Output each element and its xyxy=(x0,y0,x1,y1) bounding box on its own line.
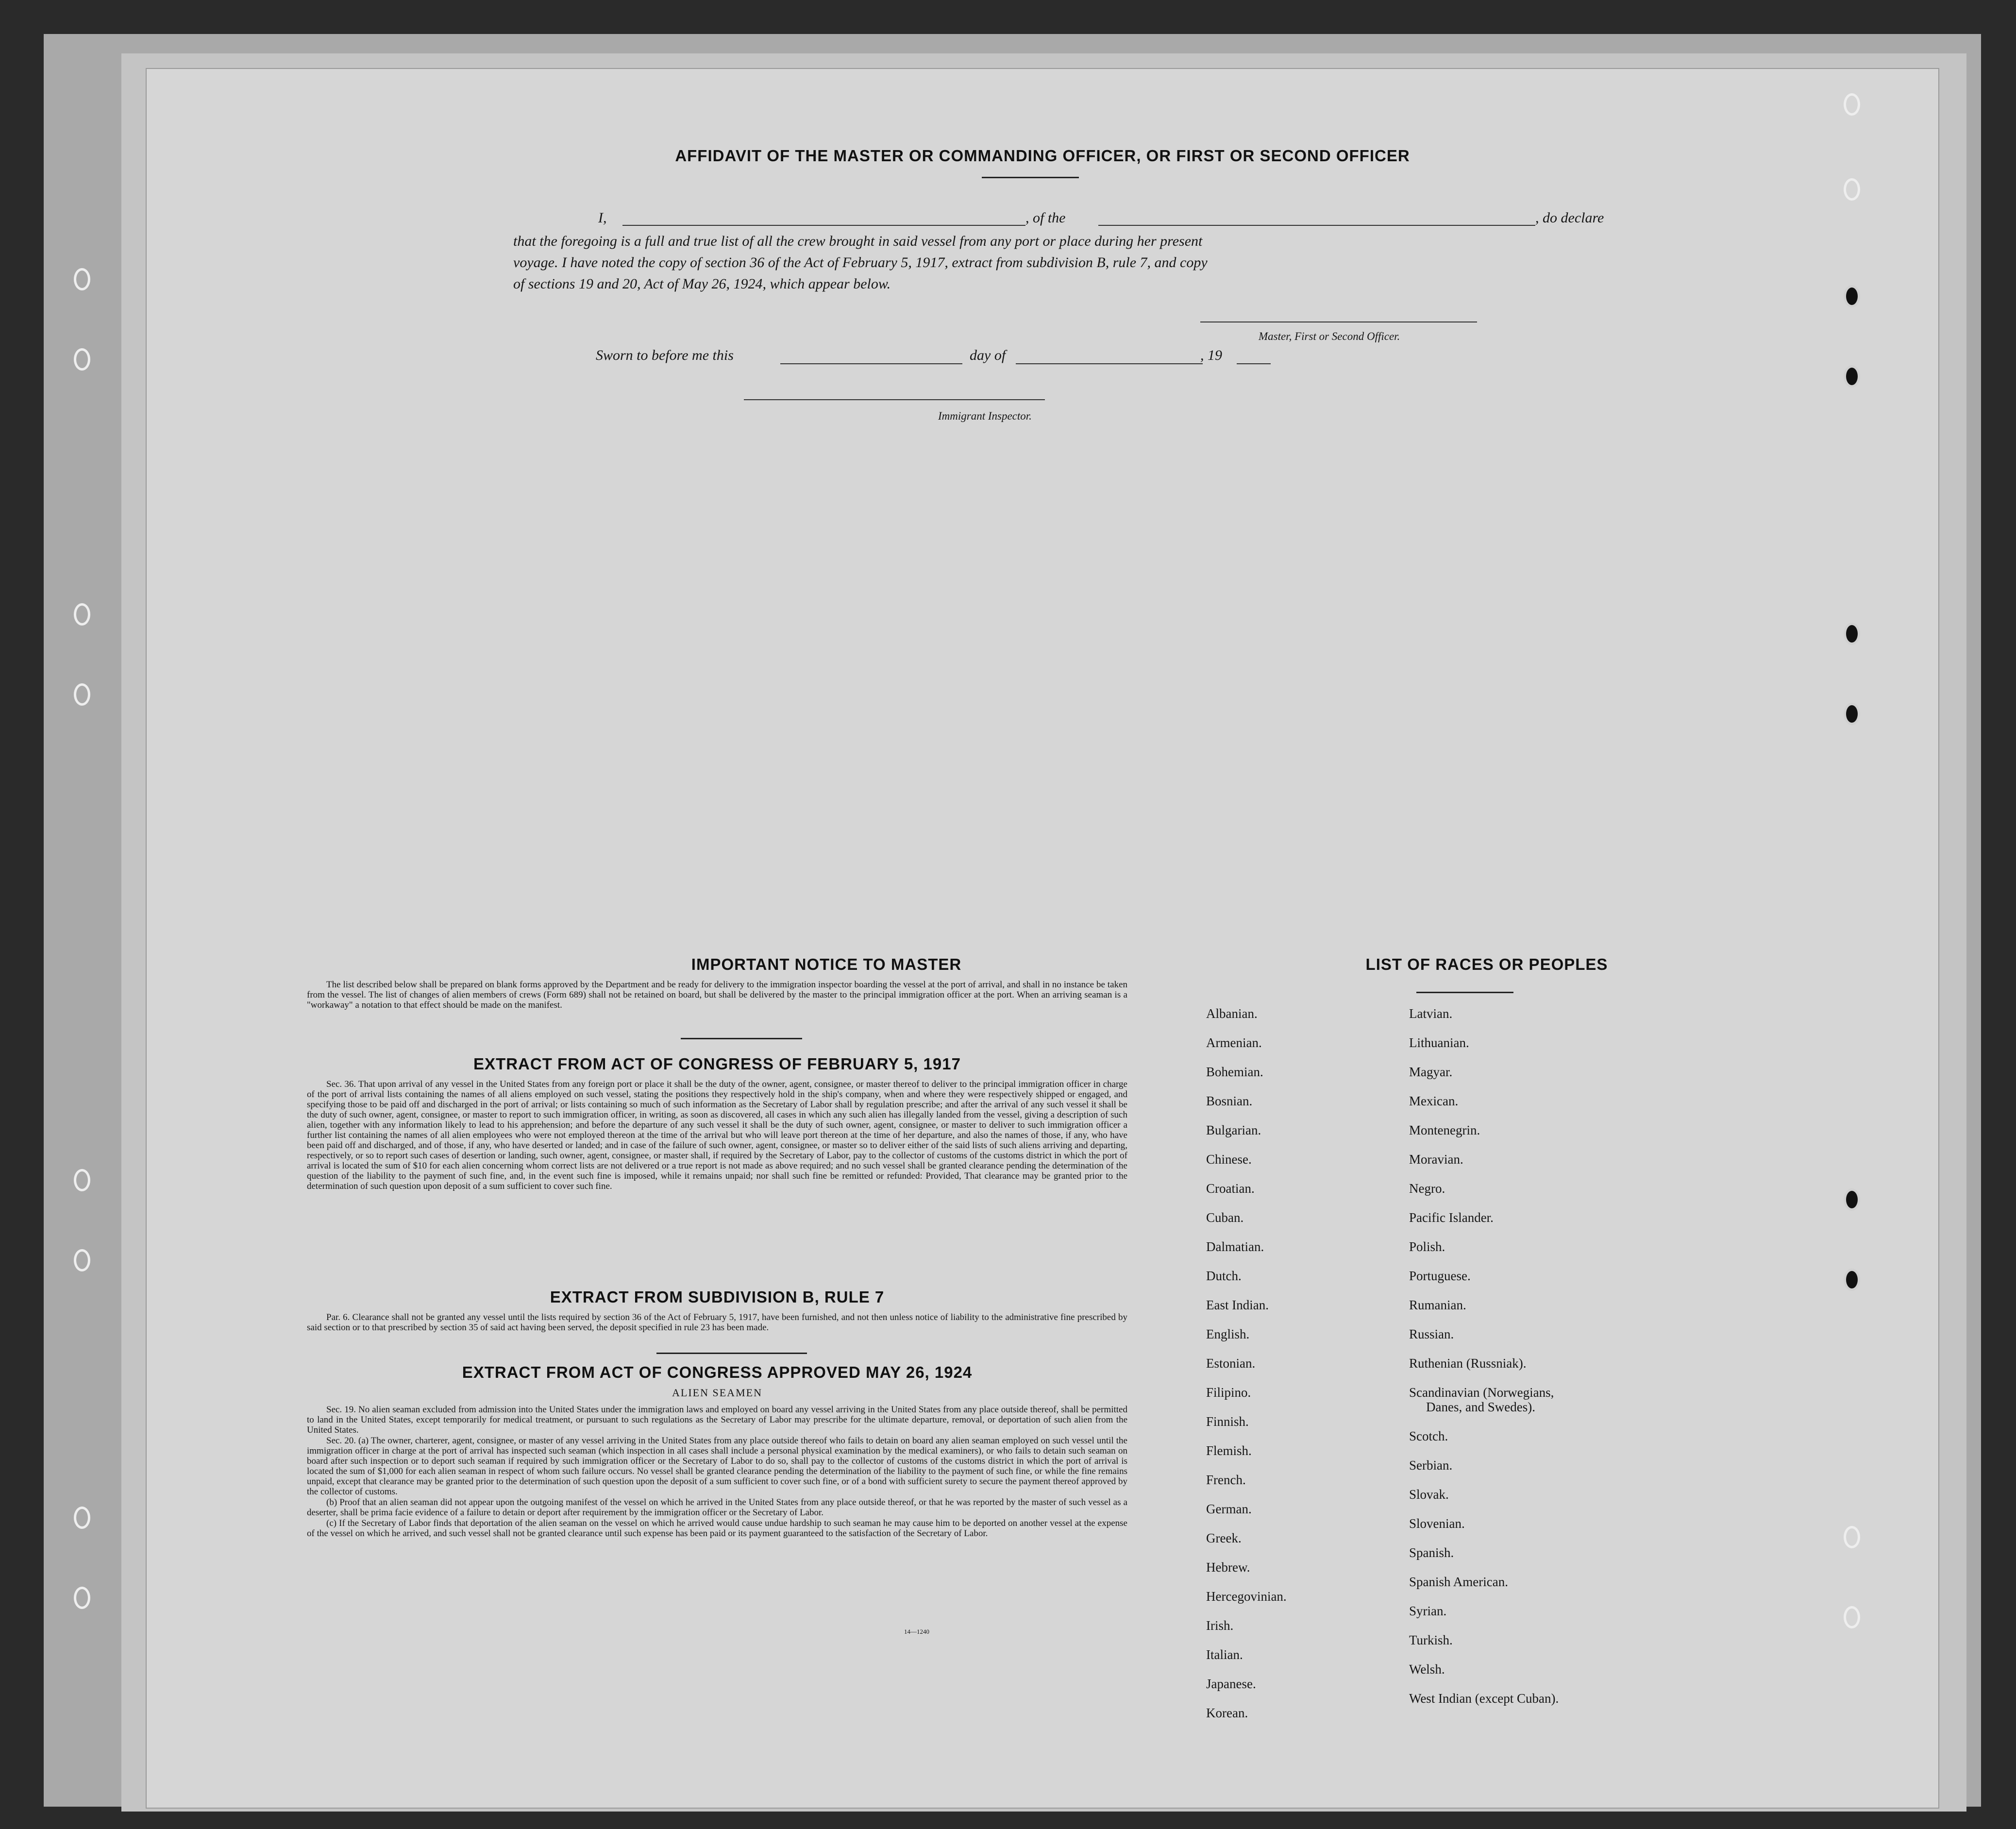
label-i: I, xyxy=(598,210,607,226)
race-item: Negro. xyxy=(1409,1181,1445,1196)
race-item: Polish. xyxy=(1409,1239,1445,1254)
punch-hole xyxy=(1844,623,1860,645)
race-item: Spanish American. xyxy=(1409,1575,1508,1589)
races-title-rule xyxy=(1416,992,1513,993)
affidavit-line1 xyxy=(598,207,1657,229)
label-sworn: Sworn to before me this xyxy=(596,347,734,363)
section-20c-paragraph: (c) If the Secretary of Labor finds that deportation of the alien seaman on the vessel on which he arrived would cause undue hardship to such seaman he may cause him to be deported on another vessel at the expense of the vessel on which he arrived, and such vessel shall not be granted clearance until such expense has been paid or its payment guaranteed to the satisfaction of the Secretary of Labor. xyxy=(307,1518,1127,1539)
races-title: LIST OF RACES OR PEOPLES xyxy=(1365,955,1608,973)
race-item: Croatian. xyxy=(1206,1181,1255,1196)
affidavit-line4: of sections 19 and 20, Act of May 26, 1924, which appear below. xyxy=(513,276,891,292)
race-item: Bosnian. xyxy=(1206,1094,1253,1108)
race-item: Greek. xyxy=(1206,1531,1242,1545)
race-item: Latvian. xyxy=(1409,1006,1453,1021)
race-item: Turkish. xyxy=(1409,1633,1453,1647)
form-number: 14—1240 xyxy=(904,1628,929,1635)
punch-hole xyxy=(1844,285,1860,307)
sworn-month-field[interactable] xyxy=(1016,350,1203,364)
punch-hole xyxy=(1844,703,1860,725)
race-item: Flemish. xyxy=(1206,1443,1252,1458)
rule-7-title: EXTRACT FROM SUBDIVISION B, RULE 7 xyxy=(550,1288,885,1306)
race-item: Serbian. xyxy=(1409,1458,1453,1473)
inspector-signature-label: Immigrant Inspector. xyxy=(938,410,1032,422)
punch-hole xyxy=(74,1249,90,1271)
race-item: Cuban. xyxy=(1206,1210,1244,1225)
punch-hole xyxy=(74,1587,90,1609)
race-item: Bohemian. xyxy=(1206,1065,1263,1079)
punch-hole xyxy=(1844,93,1860,116)
extract-1917-text xyxy=(307,1079,1127,1192)
race-item: Albanian. xyxy=(1206,1006,1258,1021)
race-item: Bulgarian. xyxy=(1206,1123,1261,1137)
race-item: Magyar. xyxy=(1409,1065,1453,1079)
name-field[interactable] xyxy=(622,211,1025,226)
race-item: French. xyxy=(1206,1473,1246,1487)
section-20b-paragraph: (b) Proof that an alien seaman did not appear upon the outgoing manifest of the vessel on which he arrived in the United States from any place outside thereof, or that he was reported by the master of such vessel as a deserter, shall be prima facie evidence of a failure to detain or deport after requirement by the immigration officer or the Secretary of Labor. xyxy=(307,1497,1127,1518)
race-item: Russian. xyxy=(1409,1327,1454,1341)
race-item: Spanish. xyxy=(1409,1545,1454,1560)
race-item: Scandinavian (Norwegians, xyxy=(1409,1385,1554,1400)
rule-7-text xyxy=(307,1312,1127,1333)
section-rule xyxy=(681,1038,802,1039)
title-rule xyxy=(982,177,1079,178)
punch-hole xyxy=(1844,1526,1860,1548)
sworn-year-field[interactable] xyxy=(1237,350,1271,364)
rule-7-paragraph: Par. 6. Clearance shall not be granted any vessel until the lists required by section 36 of the Act of February 5, 1917, have been furnished, and not then unless notice of liability to the administrative fine prescribed by said section or to that prescribed by section 35 of said act having been served, the deposit specified in rule 23 has been made. xyxy=(307,1312,1127,1333)
affidavit-title: AFFIDAVIT OF THE MASTER OR COMMANDING OFFICER, OR FIRST OR SECOND OFFICER xyxy=(675,147,1410,165)
label-of-the: , of the xyxy=(1025,210,1066,226)
affidavit-line3: voyage. I have noted the copy of section 36 of the Act of February 5, 1917, extract from subdivision B, rule 7, and copy xyxy=(513,254,1208,271)
race-item: English. xyxy=(1206,1327,1250,1341)
race-item: Scotch. xyxy=(1409,1429,1448,1443)
race-item: Moravian. xyxy=(1409,1152,1463,1167)
master-signature-label: Master, First or Second Officer. xyxy=(1259,330,1400,342)
notice-title: IMPORTANT NOTICE TO MASTER xyxy=(691,955,962,973)
race-item: Chinese. xyxy=(1206,1152,1252,1167)
section-rule xyxy=(656,1353,807,1354)
race-item: Dalmatian. xyxy=(1206,1239,1264,1254)
punch-hole xyxy=(74,348,90,371)
race-item: East Indian. xyxy=(1206,1298,1269,1312)
sworn-day-field[interactable] xyxy=(780,350,962,364)
punch-hole xyxy=(74,603,90,626)
punch-hole xyxy=(1844,365,1860,388)
race-item: German. xyxy=(1206,1502,1252,1516)
punch-hole xyxy=(74,1507,90,1529)
alien-seamen-subtitle: ALIEN SEAMEN xyxy=(672,1387,762,1399)
punch-hole xyxy=(1844,1188,1860,1211)
section-36-paragraph: Sec. 36. That upon arrival of any vessel in the United States from any foreign port or place it shall be the duty of the owner, agent, consignee, or master thereof to deliver to the principal immigration officer in charge of the port of arrival lists containing the names of all aliens employed on such vessel, stating the positions they respectively hold in the ship's company, when and where they were respectively shipped or engaged, and specifying those to be paid off and discharged in the port of arrival; or lists containing so much of such information as the Secretary of Labor shall by regulation prescribe; and after the arrival of any such vessel it shall be the duty of such owner, agent, consignee, or master to report to such immigration officer, in writing, as soon as discovered, all cases in which any such alien has illegally landed from the vessel, giving a description of such alien, together with any information likely to lead to his apprehension; and before the departure of any such vessel it shall be the duty of such owner, agent, consignee, or master to deliver to such immigration officer a further list containing the names of all alien employees who were not employed thereon at the time of the arrival but who will leave port thereon at the time of her departure, and also the names of those, if any, who have been paid off and discharged, and of those, if any, who have deserted or landed; and in case of the failure of such owner, agent, consignee, or master so to deliver either of the said lists of such aliens arriving and departing, respectively, or so to report such cases of desertion or landing, such owner, agent, consignee, or master shall, if required by the Secretary of Labor, pay to the collector of customs of the customs district in which the port of arrival is located the sum of $10 for each alien concerning whom correct lists are not delivered or a true report is not made as above required; and no such vessel shall be granted clearance pending the determination of the question of the liability to the payment of such fine, and, in the event such fine is imposed, while it remains unpaid; nor shall such fine be remitted or refunded: Provided, That clearance may be granted prior to the determination of such question upon deposit of a sum sufficient to cover such fine. xyxy=(307,1079,1127,1191)
race-item: Lithuanian. xyxy=(1409,1035,1469,1050)
race-item: Japanese. xyxy=(1206,1677,1256,1691)
label-do-declare: , do declare xyxy=(1535,210,1604,226)
race-item: West Indian (except Cuban). xyxy=(1409,1691,1559,1706)
race-item: Dutch. xyxy=(1206,1269,1242,1283)
race-item: Filipino. xyxy=(1206,1385,1251,1400)
race-item: Irish. xyxy=(1206,1618,1234,1633)
vessel-field[interactable] xyxy=(1098,211,1535,226)
affidavit-page xyxy=(146,68,1939,1809)
race-item-continuation: Danes, and Swedes). xyxy=(1426,1400,1535,1414)
section-19-paragraph: Sec. 19. No alien seaman excluded from admission into the United States under the immigration laws and employed on board any vessel arriving in the United States from any place outside thereof, shall be permitted to land in the United States, except temporarily for medical treatment, or pursuant to such regulations as the Secretary of Labor may prescribe for the ultimate departure, removal, or deportation of such alien from the United States. xyxy=(307,1405,1127,1435)
extract-1924-text xyxy=(307,1405,1127,1539)
race-item: Slovenian. xyxy=(1409,1516,1465,1531)
race-item: Ruthenian (Russniak). xyxy=(1409,1356,1527,1371)
punch-hole xyxy=(74,1169,90,1191)
race-item: Armenian. xyxy=(1206,1035,1262,1050)
race-item: Syrian. xyxy=(1409,1604,1447,1618)
race-item: Montenegrin. xyxy=(1409,1123,1480,1137)
race-item: Welsh. xyxy=(1409,1662,1445,1677)
race-item: Italian. xyxy=(1206,1647,1243,1662)
race-item: Estonian. xyxy=(1206,1356,1256,1371)
label-day-of: day of xyxy=(970,347,1006,363)
race-item: Portuguese. xyxy=(1409,1269,1471,1283)
race-item: Slovak. xyxy=(1409,1487,1449,1502)
notice-text xyxy=(307,980,1127,1011)
extract-1917-title: EXTRACT FROM ACT OF CONGRESS OF FEBRUARY 5, 1917 xyxy=(473,1055,961,1073)
affidavit-line2: that the foregoing is a full and true list of all the crew brought in said vessel from any port or place during her present xyxy=(513,233,1203,249)
race-item: Finnish. xyxy=(1206,1414,1249,1429)
punch-hole xyxy=(1844,1269,1860,1291)
race-item: Pacific Islander. xyxy=(1409,1210,1494,1225)
punch-hole xyxy=(1844,178,1860,201)
extract-1924-title: EXTRACT FROM ACT OF CONGRESS APPROVED MAY 26, 1924 xyxy=(462,1363,973,1381)
race-item: Korean. xyxy=(1206,1706,1248,1720)
section-20a-paragraph: Sec. 20. (a) The owner, charterer, agent, consignee, or master of any vessel arriving in the United States from any place outside thereof who fails to detain on board any alien seaman employed on such vessel until the immigration officer in charge at the port of arrival has inspected such seaman (which inspection in all cases shall include a personal physical examination by the medical examiners), or who fails to detain such seaman on board after such inspection or to deport such seaman if required by such immigration officer or the Secretary of Labor to do so, shall pay to the collector of customs of the customs district in which the port of arrival is located the sum of $1,000 for each alien seaman in respect of whom such failure occurs. No vessel shall be granted clearance pending the determination of the liability to the payment of such fine, or while the fine remains unpaid, except that clearance may be granted prior to the determination of such question upon the deposit of a sum sufficient to cover such fine, or of a bond with sufficient surety to secure the payment thereof approved by the collector of customs. xyxy=(307,1436,1127,1497)
sworn-line xyxy=(596,345,1421,366)
race-item: Hercegovinian. xyxy=(1206,1589,1287,1604)
race-item: Rumanian. xyxy=(1409,1298,1466,1312)
punch-hole xyxy=(74,268,90,290)
punch-hole xyxy=(1844,1606,1860,1628)
inspector-signature-line[interactable] xyxy=(744,399,1045,400)
punch-hole xyxy=(74,683,90,706)
notice-paragraph: The list described below shall be prepared on blank forms approved by the Department and be ready for delivery to the immigration inspector boarding the vessel at the port of arrival, and shall in no instance be taken from the vessel. The list of changes of alien members of crews (Form 689) shall not be retained on board, but shall be delivered by the master to the principal immigration officer at the port. When an arriving seaman is a "workaway" a notation to that effect should be made on the manifest. xyxy=(307,980,1127,1010)
label-year: , 19 xyxy=(1200,347,1222,363)
race-item: Mexican. xyxy=(1409,1094,1459,1108)
race-item: Hebrew. xyxy=(1206,1560,1250,1575)
